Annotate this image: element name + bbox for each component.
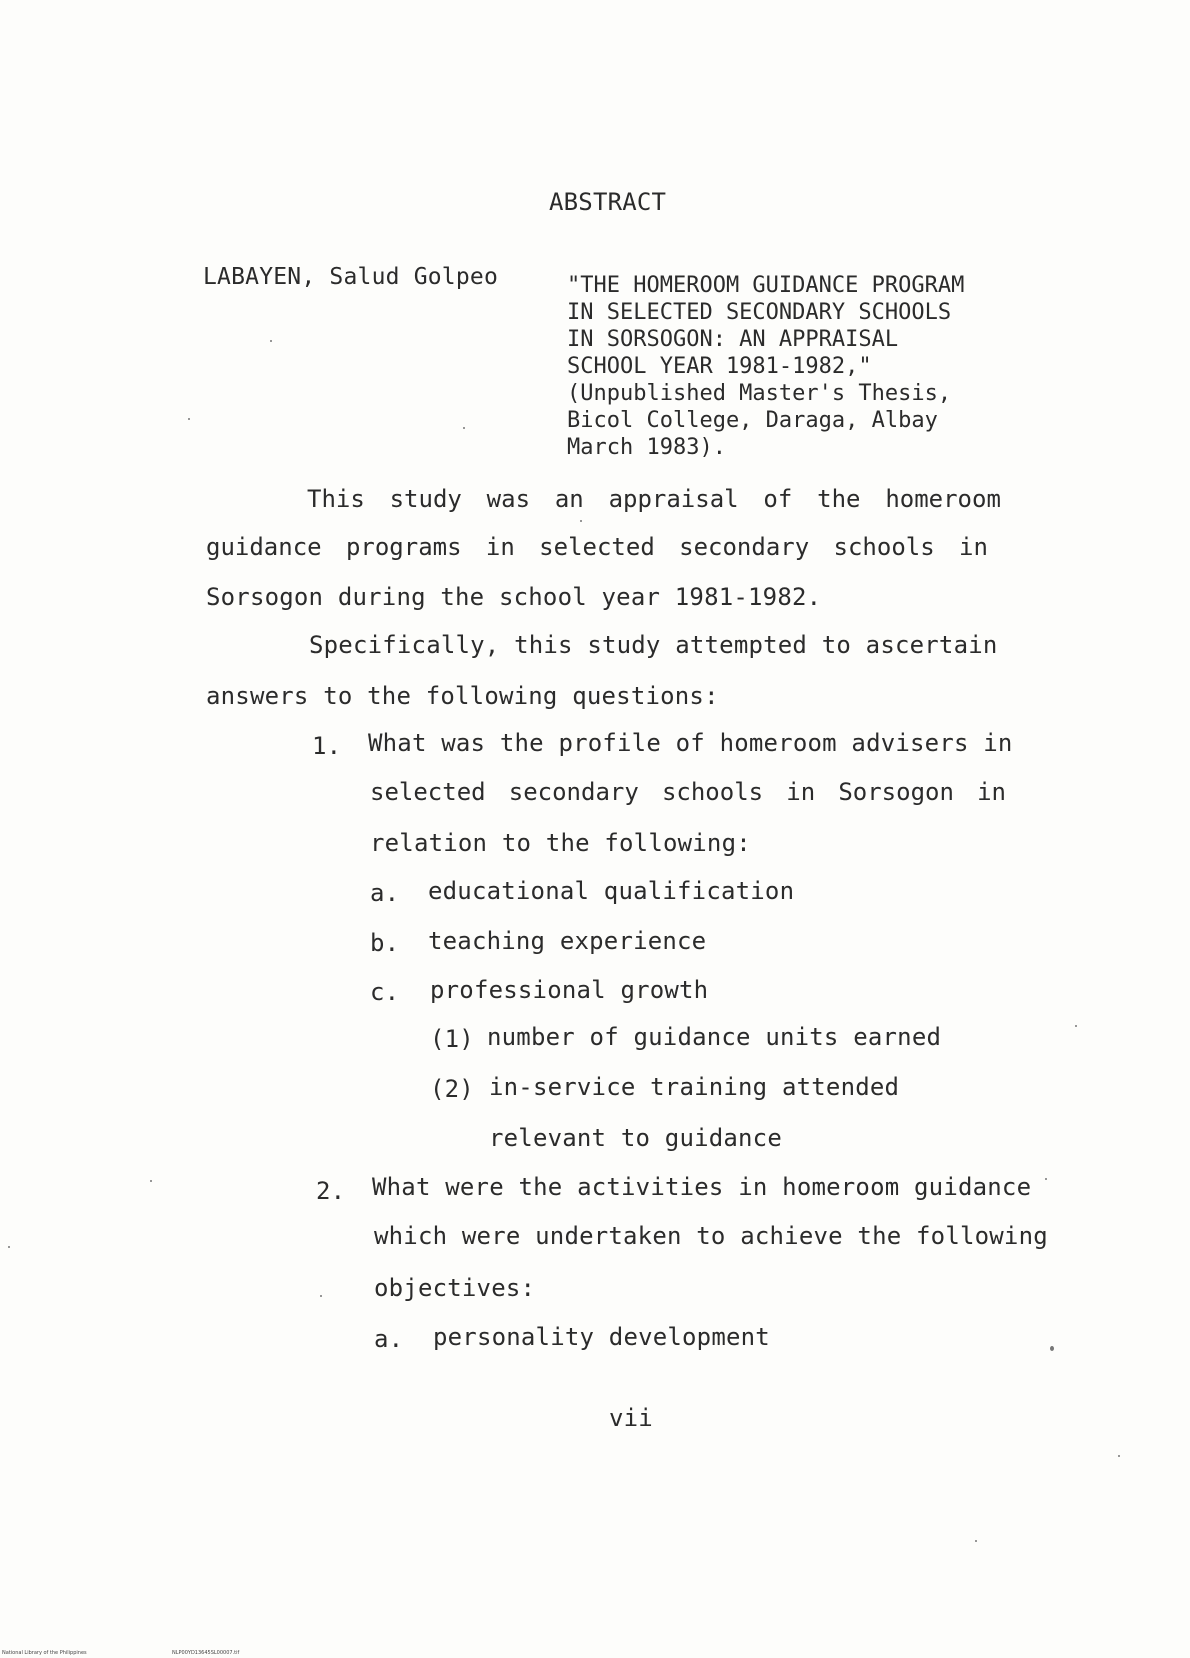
word: homeroom (885, 485, 1001, 513)
word: secondary (679, 533, 810, 561)
scan-speck (150, 1180, 152, 1182)
page-number: vii (609, 1404, 653, 1432)
para1-line2 (206, 533, 988, 561)
q2-line1: What were the activities in homeroom guidance (372, 1173, 1032, 1201)
q1-item-b-letter: b. (370, 929, 400, 957)
word: in (485, 533, 515, 561)
q1-item-b-text: teaching experience (428, 927, 707, 955)
author-name: LABAYEN, Salud Golpeo (203, 264, 498, 290)
footer-library-label: National Library of the Philippines (2, 1650, 87, 1656)
q1-item-c-text: professional growth (430, 976, 709, 1004)
para2-line1: Specifically, this study attempted to ascertain (309, 631, 998, 659)
citation-line: (Unpublished Master's Thesis, (567, 381, 952, 406)
q1-item-c-letter: c. (370, 978, 400, 1006)
q1-line1: What was the profile of homeroom advisers in (368, 729, 1013, 757)
word: Sorsogon (838, 778, 954, 806)
word: in (959, 533, 988, 561)
q1-subitem-2-text: in-service training attended (489, 1073, 900, 1101)
citation-line: Bicol College, Daraga, Albay (567, 408, 938, 433)
word: guidance (206, 533, 322, 561)
q1-subitem-1-num: (1) (430, 1025, 474, 1053)
word: schools (661, 778, 764, 806)
scan-speck (188, 418, 190, 420)
citation-line: SCHOOL YEAR 1981-1982," (567, 354, 872, 379)
scan-speck (463, 427, 465, 429)
scan-speck (1045, 1178, 1047, 1180)
q1-subitem-2-cont: relevant to guidance (489, 1124, 782, 1152)
abstract-heading: ABSTRACT (549, 188, 667, 216)
citation-line: March 1983). (567, 435, 726, 460)
q1-subitem-2-num: (2) (430, 1075, 474, 1103)
scan-speck (320, 1295, 322, 1297)
word: selected (539, 533, 655, 561)
q1-line2 (370, 778, 1006, 806)
scan-speck (8, 1246, 10, 1248)
scan-speck (1118, 1455, 1120, 1457)
thesis-citation (567, 272, 965, 461)
scan-speck (975, 1540, 977, 1542)
footer-file-label: NLP00YD13645SL00007.tif (172, 1650, 240, 1656)
word: in (786, 778, 816, 806)
q2-item-a-text: personality development (433, 1323, 770, 1351)
word: programs (345, 533, 462, 561)
q2-line3: objectives: (374, 1274, 536, 1302)
q1-line3: relation to the following: (370, 829, 751, 857)
word: the (817, 485, 861, 513)
word: schools (833, 533, 935, 561)
word: an (554, 485, 584, 513)
word: secondary (508, 778, 639, 806)
scan-speck (1050, 1346, 1054, 1351)
word: of (763, 485, 793, 513)
scan-speck (580, 520, 582, 522)
word: was (486, 485, 531, 513)
q1-item-a-text: educational qualification (428, 877, 795, 905)
word: selected (370, 778, 486, 806)
q2-line2: which were undertaken to achieve the following (374, 1222, 1048, 1250)
scan-speck (270, 340, 272, 342)
citation-line: IN SELECTED SECONDARY SCHOOLS (567, 300, 952, 325)
scan-speck (1075, 1025, 1077, 1027)
q2-number: 2. (316, 1177, 346, 1205)
q1-subitem-1-text: number of guidance units earned (487, 1023, 942, 1051)
word: This (307, 485, 365, 513)
citation-line: "THE HOMEROOM GUIDANCE PROGRAM (567, 273, 965, 298)
word: study (389, 485, 462, 513)
citation-line: IN SORSOGON: AN APPRAISAL (567, 327, 899, 352)
para2-line2: answers to the following questions: (206, 682, 719, 710)
para1-line3: Sorsogon during the school year 1981-1982. (206, 583, 822, 611)
q1-item-a-letter: a. (370, 879, 400, 907)
word: in (977, 778, 1006, 806)
q2-item-a-letter: a. (374, 1325, 404, 1353)
q1-number: 1. (312, 732, 342, 760)
word: appraisal (608, 485, 739, 513)
para1-line1 (307, 485, 1001, 513)
